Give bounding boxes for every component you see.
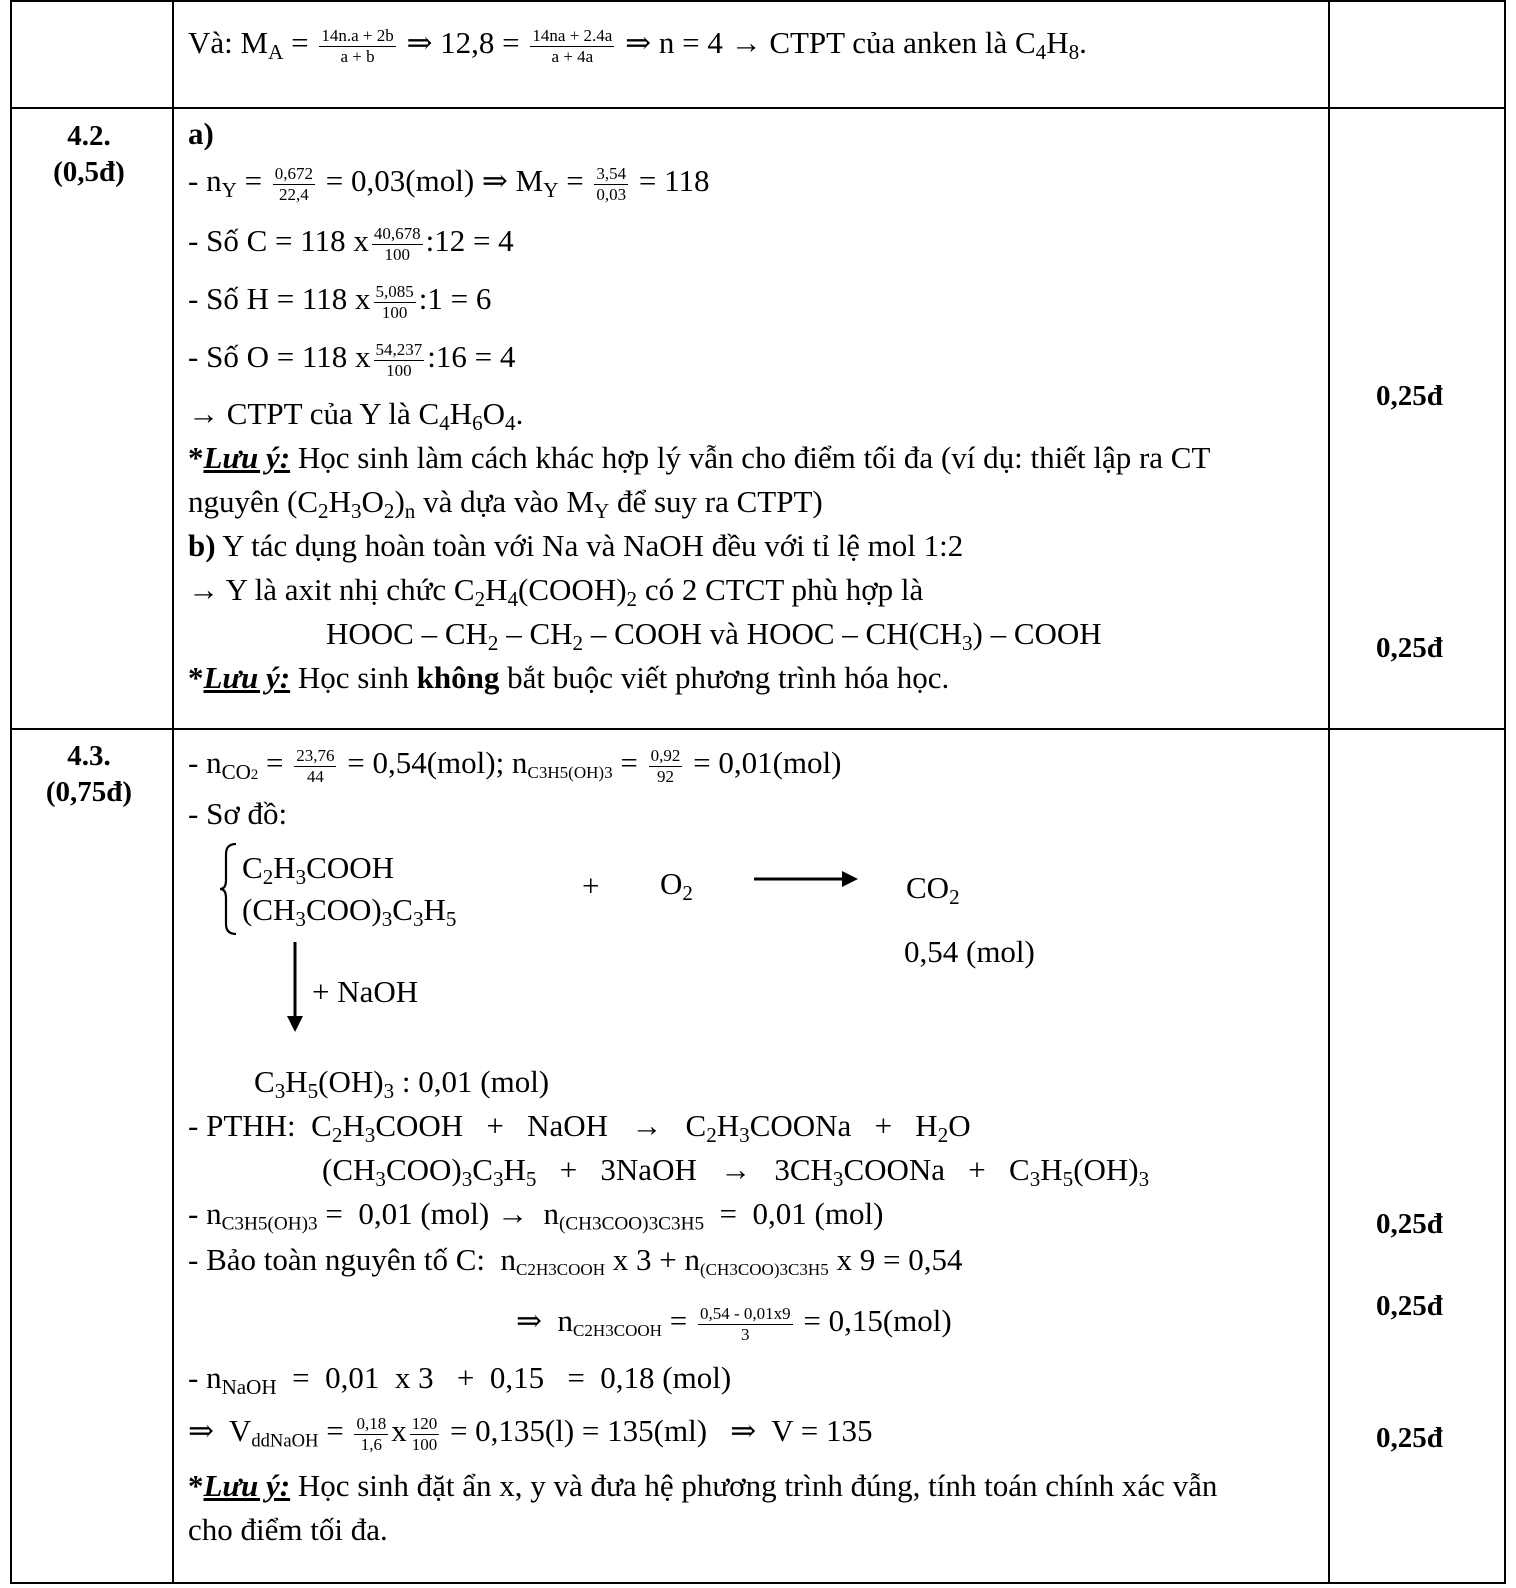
left-brace: [218, 842, 240, 936]
glycerol-moles-line: - $n_{C3H5(OH)3} = 0,01$ $(mol) \to n_{(CH3COO)3C3H5} = 0,01$ (mol): [188, 1196, 884, 1235]
note-line-1b: nguyên $(C_2H_3O_2)_n$ và dựa vào $M_Y$ để suy ra CTPT): [188, 484, 823, 523]
acid-line: → Y là axit nhị chức $C_2H_4(COOH)_2$ có 2 CTCT phù hợp là: [188, 572, 924, 611]
table-border-bottom: [10, 1582, 1506, 1584]
volume-line: ⇒ $V_{ddNaOH}$ = $\frac{0,18}{1,6}$ x $\frac{120}{100}$ = 0,135(l) = 135(ml) ⇒ V = 135: [188, 1413, 873, 1454]
scheme-co2: $CO_2$: [906, 870, 960, 909]
fraction: $\frac{40,678}{100}$: [373, 224, 421, 264]
ctct-line: HOOC – $CH_2 - CH_2$ – COOH và HOOC – $CH(CH_3)$ – COOH: [326, 616, 1102, 655]
note-line-1: *Lưu ý: Học sinh làm cách khác hợp lý vẫn cho điểm tối đa (ví dụ: thiết lập ra CT: [188, 440, 1211, 475]
anken-line: Và: $M_A$ = $\frac{14n.a + 2b}{a + b}$ ⇒ 12,8 = $\frac{14na + 2.4a}{a + 4a}$ ⇒ n = 4 → CTPT của anken là $C_4H_8$.: [188, 25, 1087, 66]
fraction: $\frac{120}{100}$: [411, 1414, 438, 1454]
score-4-3-c: 0,25đ: [1376, 1422, 1443, 1454]
note-line-3b: cho điểm tối đa.: [188, 1512, 388, 1547]
section-label-4-2: 4.2. (0,5đ): [53, 120, 125, 189]
table-border-top: [10, 0, 1506, 2]
scheme-co2-moles: 0,54 (mol): [904, 934, 1035, 969]
acrylic-acid-moles-line: ⇒ $n_{C2H3COOH}$ = $\frac{0,54 - 0,01x9}{3}$ = 0,15(mol): [516, 1303, 952, 1344]
carbon-count-line: - Số C = 118 x $\frac{40,678}{100}$ :12 = 4: [188, 223, 514, 264]
row-divider-1: [10, 107, 1506, 109]
score-4-3-b: 0,25đ: [1376, 1290, 1443, 1322]
fraction: $\frac{14n.a + 2b}{a + b}$: [321, 26, 394, 66]
scheme-plus: +: [582, 868, 600, 903]
scheme-glycerol: $C_3H_5(OH)_3$ : 0,01 (mol): [254, 1064, 550, 1103]
note-line-2: *Lưu ý: Học sinh không bắt buộc viết phương trình hóa học.: [188, 660, 950, 695]
right-arrow-icon: [752, 868, 860, 890]
oxygen-count-line: - Số O = 118 x $\frac{54,237}{100}$ :16 = 4: [188, 339, 516, 380]
score-4-2-b: 0,25đ: [1376, 632, 1443, 664]
table-border-left: [10, 0, 12, 1584]
so-do-label: - Sơ đồ:: [188, 796, 288, 831]
pthh-line-1: - PTHH: $C_2H_3COOH$ + NaOH → $C_2H_3COONa + H_2O$: [188, 1108, 971, 1147]
fraction: $\frac{0,92}{92}$: [650, 746, 681, 786]
row-divider-2: [10, 728, 1506, 730]
fraction: $\frac{5,085}{100}$: [375, 282, 414, 322]
fraction: $\frac{14na + 2.4a}{a + 4a}$: [532, 26, 613, 66]
pthh-line-2: $(CH_3COO)_3C_3H_5$ + 3NaOH → $3CH_3COONa + C_3H_5(OH)_3$: [322, 1152, 1150, 1191]
score-4-2-a: 0,25đ: [1376, 380, 1443, 412]
fraction: $\frac{0,54 - 0,01x9}{3}$: [699, 1304, 791, 1344]
scheme-naoh: + NaOH: [312, 974, 419, 1009]
down-arrow-icon: [284, 940, 306, 1034]
ctpt-y-line: → CTPT của Y là $C_4H_6O_4$.: [188, 396, 524, 435]
mixture-triacetin: $(CH_3COO)_3C_3H_5$: [242, 892, 457, 931]
hydrogen-count-line: - Số H = 118 x $\frac{5,085}{100}$ :1 = 6: [188, 281, 492, 322]
section-label-4-3: 4.3. (0,75đ): [45, 740, 133, 809]
naoh-moles-line: - $n_{NaOH} = 0,01$ x 3 + 0,15 = 0,18 (mol): [188, 1360, 732, 1399]
note-line-3: *Lưu ý: Học sinh đặt ẩn x, y và đưa hệ phương trình đúng, tính toán chính xác vẫn: [188, 1468, 1218, 1503]
mixture-acrylic-acid: $C_2H_3COOH$: [242, 850, 395, 889]
fraction: $\frac{0,18}{1,6}$: [356, 1414, 387, 1454]
scheme-o2: $O_2$: [660, 866, 693, 905]
part-a-label: a): [188, 116, 214, 151]
table-border-right: [1504, 0, 1506, 1584]
column-divider-1: [172, 0, 174, 1584]
carbon-balance-line: - Bảo toàn nguyên tố C: $n_{C2H3COOH}$ x $3 + n_{(CH3COO)3C3H5}$ x 9 = 0,54: [188, 1242, 963, 1279]
score-4-3-a: 0,25đ: [1376, 1208, 1443, 1240]
fraction: $\frac{23,76}{44}$: [296, 746, 335, 786]
fraction: $\frac{0,672}{22,4}$: [274, 164, 314, 204]
moles-line: - $n_{CO2}$ = $\frac{23,76}{44}$ = 0,54(mol); $n_{C3H5(OH)3}$ = $\frac{0,92}{92}$ = 0,01(mol): [188, 745, 842, 786]
fraction: $\frac{3,54}{0,03}$: [596, 164, 627, 204]
column-divider-2: [1328, 0, 1330, 1584]
ny-line: - $n_Y$ = $\frac{0,672}{22,4}$ = 0,03(mol) ⇒ $M_Y$ = $\frac{3,54}{0,03}$ = 118: [188, 163, 710, 204]
fraction: $\frac{54,237}{100}$: [375, 340, 423, 380]
part-b-line: b) Y tác dụng hoàn toàn với Na và NaOH đều với tỉ lệ mol 1:2: [188, 528, 964, 563]
